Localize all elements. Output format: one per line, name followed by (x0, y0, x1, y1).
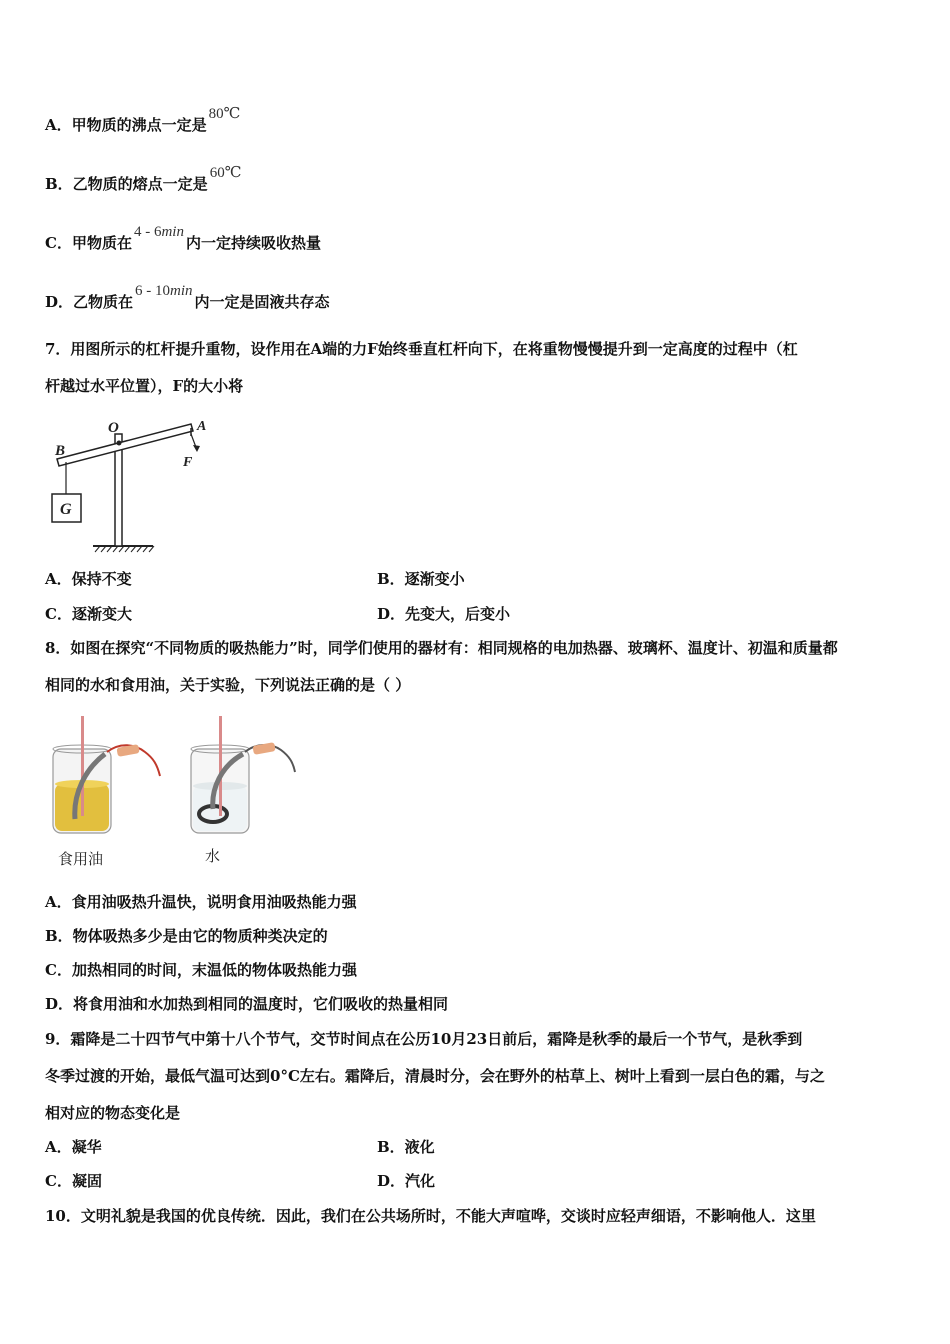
q8-option-b: B．物体吸热多少是由它的物质种类决定的 (45, 927, 328, 945)
q9-stem-line2: 冬季过渡的开始，最低气温可达到0°C左右。霜降后，清晨时分，会在野外的枯草上、树叶上看到一层白色的霜，与之 (45, 1067, 825, 1085)
q7-stem-line1: 7．用图所示的杠杆提升重物，设作用在A端的力F始终垂直杠杆向下，在将重物慢慢提升到一定高度的过程中（杠 (45, 340, 798, 358)
label-g: G (60, 501, 72, 518)
water-heater-plug (252, 742, 275, 755)
q6-option-d-unit: min (170, 283, 193, 299)
q6-option-b-text: B．乙物质的熔点一定是 (45, 175, 208, 193)
q6-option-b (45, 165, 243, 194)
q7-option-b: B．逐渐变小 (377, 570, 465, 588)
label-o: O (108, 420, 119, 436)
caption-water: 水 (205, 847, 221, 865)
q8-option-a: A．食用油吸热升温快，说明食用油吸热能力强 (45, 893, 357, 911)
q7-stem-line2: 杆越过水平位置），F的大小将 (45, 377, 244, 395)
q8-option-d: D．将食用油和水加热到相同的温度时，它们吸收的热量相同 (45, 995, 449, 1013)
q6-option-c-text: C．甲物质在 (45, 234, 132, 252)
q6-option-c-unit: min (161, 224, 184, 240)
q6-option-d-range: 6 - 10 (135, 283, 171, 299)
water-thermometer (219, 716, 222, 816)
q9-option-b: B．液化 (377, 1138, 435, 1156)
q6-option-a-math: 80℃ (208, 106, 241, 122)
q9-option-d: D．汽化 (377, 1172, 436, 1190)
q6-option-a-text: A．甲物质的沸点一定是 (45, 116, 207, 134)
q8-stem-line2: 相同的水和食用油，关于实验，下列说法正确的是（ ） (45, 676, 411, 694)
q6-option-d (45, 283, 330, 312)
lever-figure (45, 412, 225, 557)
q7-option-d: D．先变大，后变小 (377, 605, 511, 623)
q6-option-c (45, 224, 321, 253)
q9-stem-line1: 9．霜降是二十四节气中第十八个节气，交节时间点在公历10月23日前后，霜降是秋季的最后一个节气，是秋季到 (45, 1030, 803, 1048)
water-beaker (191, 716, 295, 833)
q6-option-c-suffix: 内一定持续吸收热量 (185, 234, 321, 252)
q6-option-d-suffix: 内一定是固液共存态 (194, 293, 330, 311)
beakers-figure (45, 714, 305, 844)
q6-option-a (45, 106, 242, 135)
force-arrowhead (193, 445, 200, 452)
q6-option-c-range: 4 - 6 (133, 224, 162, 240)
oil-beaker (53, 716, 160, 833)
q7-option-c: C．逐渐变大 (45, 605, 132, 623)
q8-option-c: C．加热相同的时间，末温低的物体吸热能力强 (45, 961, 357, 979)
q6-option-b-math: 60℃ (209, 165, 242, 181)
q10-stem-line1: 10．文明礼貌是我国的优良传统．因此，我们在公共场所时，不能大声喧哗，交谈时应轻声细语，不影响他人．这里 (45, 1207, 816, 1225)
oil-thermometer (81, 716, 84, 816)
q8-stem-line1: 8．如图在探究“不同物质的吸热能力”时，同学们使用的器材有：相同规格的电加热器、玻璃杯、温度计、初温和质量都 (45, 639, 838, 657)
q9-option-c: C．凝固 (45, 1172, 102, 1190)
label-f: F (183, 455, 193, 470)
q9-option-a: A．凝华 (45, 1138, 102, 1156)
q6-option-c-math (134, 224, 184, 240)
q6-option-d-math (135, 283, 193, 299)
label-b: B (55, 443, 66, 459)
q6-option-d-text: D．乙物质在 (45, 293, 134, 311)
q7-option-a: A．保持不变 (45, 570, 132, 588)
label-a: A (197, 419, 207, 434)
lever-bar (57, 424, 193, 466)
caption-oil: 食用油 (58, 850, 104, 868)
pivot-point (117, 441, 122, 446)
q9-stem-line3: 相对应的物态变化是 (45, 1104, 181, 1122)
